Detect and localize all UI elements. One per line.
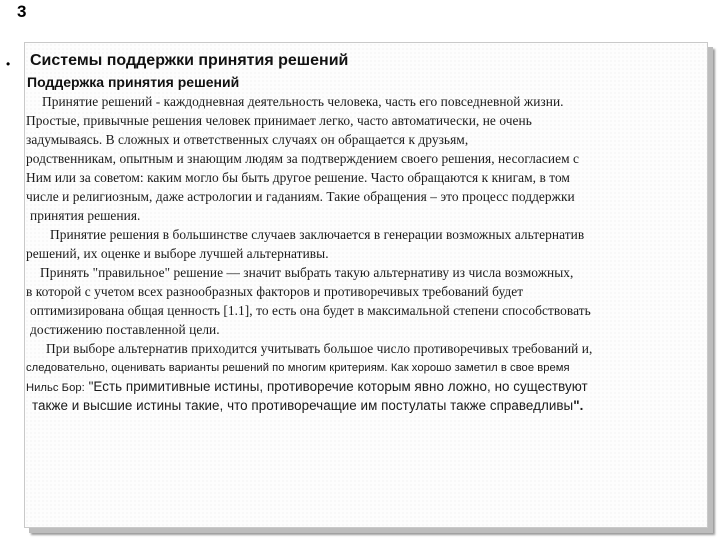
body-line: следовательно, оценивать варианты решений по многим критериям. Как хорошо заметил в свое время <box>26 362 570 374</box>
body-line: в которой с учетом всех разнообразных факторов и противоречивых требований будет <box>26 284 524 299</box>
quote-text: "Есть примитивные истины, противоречие которым явно ложно, но существуют <box>88 379 588 394</box>
body-line-quote <box>26 379 588 394</box>
quote-text: также и высшие истины такие, что противоречащие им постулаты также справедливы <box>32 398 574 413</box>
slide-heading: Системы поддержки принятия решений <box>30 52 349 69</box>
body-line: достижению поставленной цели. <box>30 322 220 337</box>
slide-subheading: Поддержка принятия решений <box>27 74 240 90</box>
bullet-marker: • <box>6 57 11 71</box>
body-line: Принять "правильное" решение — значит выбрать такую альтернативу из числа возможных, <box>40 265 574 280</box>
body-line: числе и религиозным, даже астрологии и гаданиям. Такие обращения – это процесс поддержки <box>26 189 575 204</box>
body-line: принятия решения. <box>30 208 141 223</box>
body-line: оптимизирована общая ценность [1.1], то есть она будет в максимальной степени способствовать <box>30 303 591 318</box>
body-line: Принятие решения в большинстве случаев заключается в генерации возможных альтернатив <box>50 227 585 242</box>
body-line: решений, их оценке и выборе лучшей альтернативы. <box>26 246 329 261</box>
slide-number: 3 <box>17 2 27 21</box>
quote-attribution: Нильс Бор: <box>26 382 85 394</box>
body-line: Простые, привычные решения человек принимает легко, часто автоматически, не очень <box>26 113 532 128</box>
body-line-quote-end <box>32 398 583 413</box>
body-line: Принятие решений - каждодневная деятельность человека, часть его повседневной жизни. <box>42 94 564 109</box>
body-line: Ним или за советом: каким могло бы быть другое решение. Часто обращаются к книгам, в том <box>26 170 570 185</box>
body-line: задумываясь. В сложных и ответственных случаях он обращается к друзьям, <box>26 132 469 147</box>
quote-close: ". <box>573 398 584 413</box>
body-line: При выборе альтернатив приходится учитывать большое число противоречивых требований и, <box>46 341 593 356</box>
body-line: родственникам, опытным и знающим людям за подтверждением своего решения, несогласием с <box>26 151 580 166</box>
